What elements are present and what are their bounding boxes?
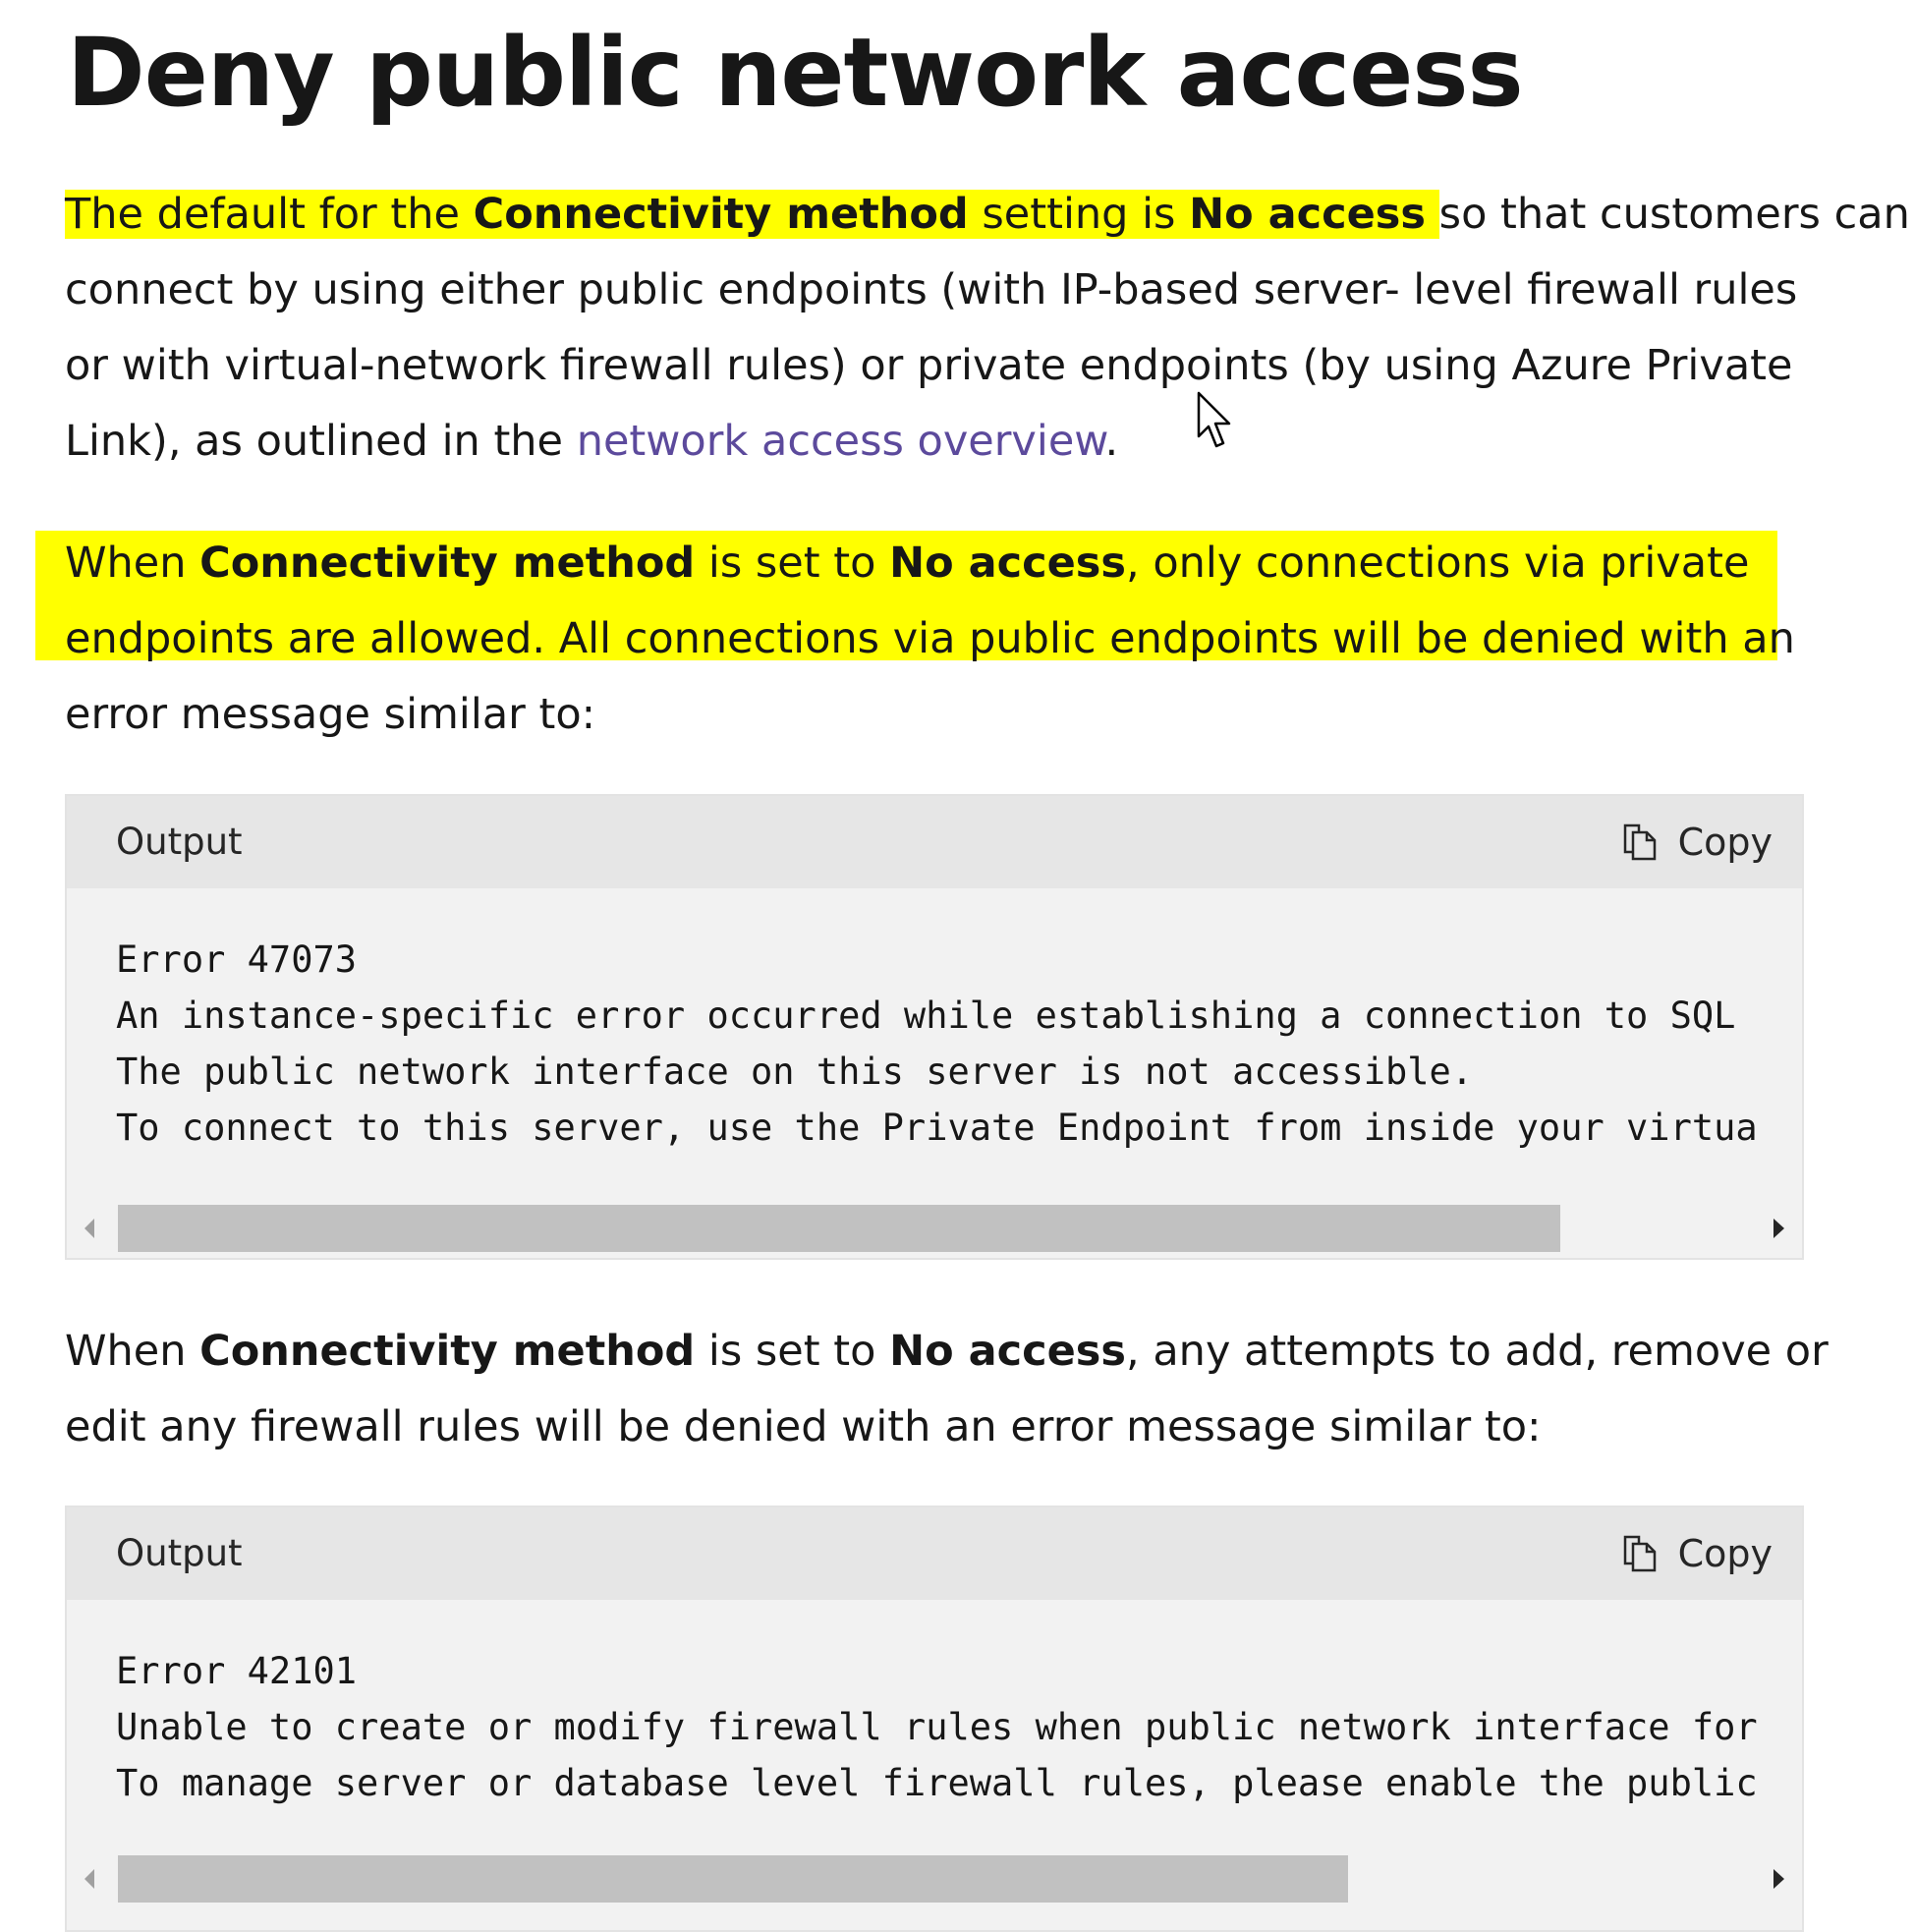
scroll-right-button[interactable] [1755,1205,1802,1252]
triangle-right-icon [1771,1867,1786,1891]
code-line: Error 42101 [116,1650,358,1692]
bold-term-no-access: No access [889,539,1126,588]
paragraph-firewall-rules-denied [65,1314,1833,1465]
horizontal-scrollbar[interactable] [67,1205,1802,1252]
triangle-left-icon [83,1867,98,1891]
paragraph-line: edit any firewall rules will be denied with an error message similar to: [65,1402,1542,1451]
copy-label: Copy [1677,1532,1773,1575]
paragraph-default-setting [65,177,1910,480]
copy-icon [1621,823,1659,862]
paragraph-line: When Connectivity method is set to No access, only connections via private [65,539,1750,588]
code-line: An instance-specific error occurred while establishing a connection to SQL [116,994,1736,1037]
paragraph-line: connect by using either public endpoints (with IP-based server- level firewall rules [65,265,1798,314]
bold-term-connectivity-method: Connectivity method [199,1327,696,1376]
paragraph-line: When Connectivity method is set to No access, any attempts to add, remove or [65,1327,1829,1376]
code-text [116,932,1758,1156]
scroll-thumb[interactable] [118,1855,1348,1903]
code-line: Error 47073 [116,938,358,981]
code-language-label: Output [116,821,243,863]
scroll-right-button[interactable] [1755,1855,1802,1903]
scroll-thumb[interactable] [118,1205,1560,1252]
highlighted-text: The default for the Connectivity method setting is No access [65,190,1439,239]
code-line: Unable to create or modify firewall rules when public network interface for [116,1706,1758,1748]
mouse-pointer-icon [1197,391,1240,452]
code-block-header [67,1507,1802,1600]
code-language-label: Output [116,1532,243,1574]
paragraph-no-access-connections [65,526,1833,753]
copy-icon [1621,1534,1659,1573]
scroll-left-button[interactable] [67,1855,114,1903]
copy-button[interactable] [1621,1507,1773,1600]
bold-term-connectivity-method: Connectivity method [199,539,696,588]
paragraph-line: error message similar to: [65,690,596,739]
bold-term-connectivity-method: Connectivity method [473,190,969,239]
paragraph-line: The default for the Connectivity method setting is No access so that customers can [65,190,1910,239]
code-line: To manage server or database level firewall rules, please enable the public [116,1762,1758,1804]
bold-term-no-access: No access [1189,190,1426,239]
code-text [116,1643,1758,1811]
triangle-right-icon [1771,1217,1786,1240]
code-block-body[interactable] [67,888,1802,1258]
code-block-error-47073 [65,794,1804,1260]
scroll-left-button[interactable] [67,1205,114,1252]
horizontal-scrollbar[interactable] [67,1855,1802,1903]
copy-label: Copy [1677,821,1773,864]
code-block-error-42101 [65,1506,1804,1932]
triangle-left-icon [83,1217,98,1240]
code-line: The public network interface on this server is not accessible. [116,1051,1474,1093]
copy-button[interactable] [1621,796,1773,888]
code-block-body[interactable] [67,1600,1802,1930]
network-access-overview-link[interactable]: network access overview [576,417,1105,466]
paragraph-line: or with virtual-network firewall rules) or private endpoints (by using Azure Private [65,341,1793,390]
code-line: To connect to this server, use the Private Endpoint from inside your virtua [116,1107,1758,1149]
page-title: Deny public network access [67,18,1523,128]
paragraph-line: endpoints are allowed. All connections via public endpoints will be denied with an [65,614,1795,663]
bold-term-no-access: No access [889,1327,1126,1376]
paragraph-line: Link), as outlined in the network access overview. [65,417,1119,466]
code-block-header [67,796,1802,888]
